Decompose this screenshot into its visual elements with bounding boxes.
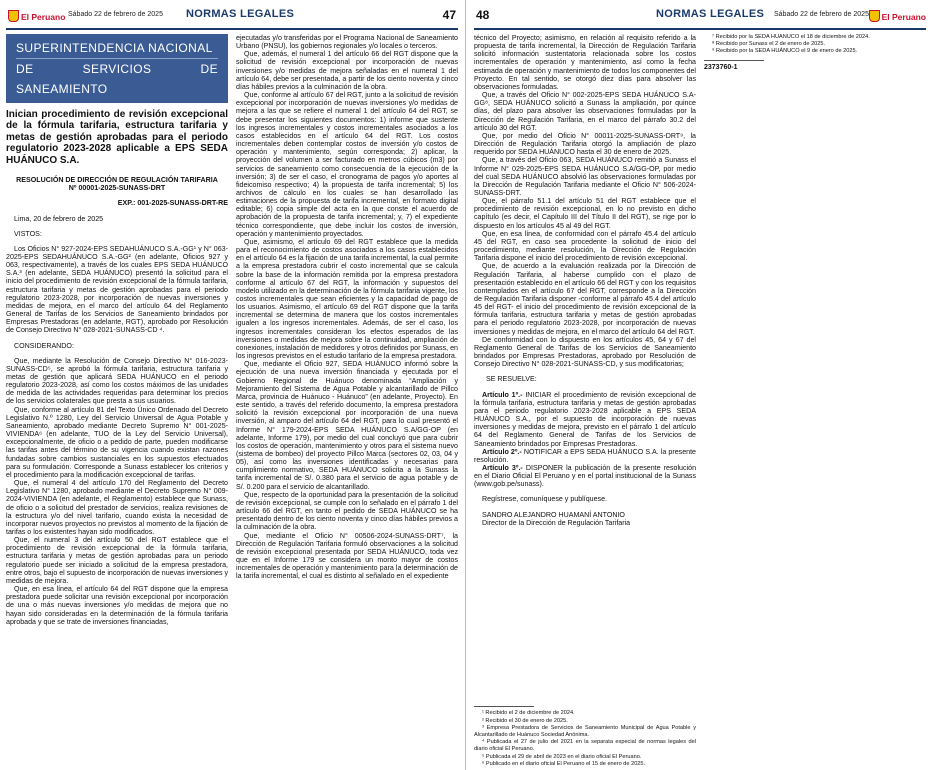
signer-role: Director de la Dirección de Regulación Tarifaria — [482, 518, 631, 527]
paragraph: Que, conforme al artículo 81 del Texto Único Ordenado del Decreto Legislativo N.º 1280, Ley del Servicio Universal de Agua Potable y Saneamiento, aprobado mediante Decreto Supremo N° 001-2025-VIVIENDA⁶ (en adelante, TUO de la Ley del Servicio Universal), excepcionalmente, de oficio o a pedido de parte, pueden modificarse las tarifas antes del término de su vigencia cuando existan razones fundadas sobre cambios sustanciales en los supuestos efectuados para su formulación. Corresponde a Sunass establecer los criterios y el procedimiento para la modificación excepcional de tarifas. — [6, 405, 228, 479]
article-3: Artículo 3º.- DISPONER la publicación de la presente resolución en el Diario Oficial El Peruano y en el portal institucional de la Sunass (www.gob.pe/sunass). — [474, 463, 696, 489]
page-number: 47 — [442, 8, 456, 22]
paragraph: técnico del Proyecto; asimismo, en relación al requisito referido a la propuesta de tarifa incremental, la Dirección de Regulación Tarifaria solicitó información sustentatoria relacionada sobre los costos incrementales de operación y mantenimiento, así como la fecha estimada de operación y mantenimiento de todos los componentes del Proyecto. En tal sentido, se otorgó diez días para absolver las observaciones formuladas. — [474, 34, 696, 91]
paragraph: Que, el numeral 3 del artículo 50 del RGT establece que el procedimiento de revisión excepcional de la fórmula tarifaria, estructura tarifaria y metas de gestión aprobadas para un periodo regulatorio puede ser iniciado a solicitud de la empresa prestadora, entre otros, bajo el supuesto de incorporación de nuevas inversiones y medidas de mejora. — [6, 536, 228, 585]
footnote: ¹ Recibido el 2 de diciembre de 2024. — [482, 710, 575, 717]
header-section: NORMAS LEGALES — [186, 8, 295, 20]
paragraph: Que, mediante el Oficio N° 00506-2024-SUNASS-DRT⁷, la Dirección de Regulación Tarifaria formuló observaciones a la solicitud de revisión excepcional presentada por SEDA HUÁNUCO, toda vez que en el Informe 179 se considera un monto mayor de costos incrementales de operación y mantenimiento para la determinación de la tarifa incremental, el cual es distinto al señalado en el expediente — [236, 531, 458, 581]
publication-code: 2373760-1 — [704, 63, 738, 71]
paragraph: Que, a través del Oficio N° 002-2025-EPS SEDA HUÁNUCO S.A-GG⁸, SEDA HUÁNUCO solicitó a Sunass la ampliación, por quince días, del plazo para absolver las observaciones formuladas por la Dirección de Regulación Tarifaria, en el marco del párrafo 30.2 del artículo 30 del RGT. — [474, 91, 696, 132]
footnote: ³ Empresa Prestadora de Servicios de Saneamiento Municipal de Agua Potable y Alcantarillado de Huánuco Sociedad Anónima. — [474, 724, 696, 738]
place-date: Lima, 20 de febrero de 2025 — [14, 214, 104, 223]
column-4 — [704, 34, 926, 768]
paragraph: Que, por medio del Oficio N° 00011-2025-SUNASS-DRT⁹, la Dirección de Regulación Tarifaria otorgó la ampliación de plazo requerido por SEDA HUÁNUCO hasta el 30 de enero de 2025. — [474, 131, 696, 157]
paragraph: Los Oficios N° 927-2024-EPS SEDAHUÁNUCO S.A.-GG¹ y N° 063-2025-EPS SEDAHUÁNUCO S.A.-GG² (en adelante, Oficios 927 y 063, respectivamente), a través de los cuales EPS SEDA HUÁNUCO S.A.³ (en adelante, SEDA HUÁNUCO) presentó la solicitud para el inicio del procedimiento de revisión excepcional de la fórmula tarifaria, estructura tarifaria y metas de gestión aprobadas para el periodo regulatorio 2023-2028, por incorporación de nuevas inversiones y medidas de mejora, en el marco del artículo 64 del Reglamento General de Tarifas de los Servicios de Saneamiento brindados por Empresas Prestadoras (en adelante, RGT), aprobado por Resolución de Consejo Directivo N° 028-2021-SUNASS-CD ⁴. — [6, 244, 228, 335]
paragraph: Que, conforme al artículo 67 del RGT, junto a la solicitud de revisión excepcional por incorporación de nuevas inversiones y/o medidas de mejora a las que se refiere el numeral 1 del artículo 64 del RGT, se debe presentar los siguientes documentos: 1) informe que sustente los ingresos incrementales y costos incrementales asociados a los casos establecidos en el artículo 64 del RGT. Los costos incrementales deben contemplar costos de inversión y/o costos de operación y mantenimiento, según corresponda; 2) aplicar, la proyección del volumen a ser facturado en metros cúbicos (m3) por servicios de saneamiento como consecuencia de la ejecución de la inversión; 3) de ser el caso, el cronograma de pagos y/o aportes al fideicomiso respectivo; 4) la propuesta de tarifa incremental; 5) los archivos de cálculo en los cuales se han desarrollado las estimaciones de la propuesta de tarifa incremental, en formato digital editable; 6) copia simple del acta en la que conste el acuerdo de aprobación de la propuesta de tarifa incremental; y, 7) el expediente técnico correspondiente, que debe incluir los costos de inversión, operación y mantenimiento proyectados. — [236, 91, 458, 238]
expedient-number: EXP.: 001-2025-SUNASS-DRT-RE — [117, 199, 228, 208]
page-header — [6, 8, 458, 30]
paragraph: Que, en esa línea, de conformidad con el párrafo 45.4 del artículo 45 del RGT, en caso sea procedente la solicitud de inicio del procedimiento, mediante resolución, la Dirección de Regulación Tarifaria dispone el inicio del procedimiento de revisión excepcional. — [474, 229, 696, 263]
paragraph: De conformidad con lo dispuesto en los artículos 45, 64 y 67 del Reglamento General de Tarifas de los Servicios de Saneamiento brindados por Empresas Prestadoras, aprobado por Resolución de Consejo Directivo N° 028-2021-SUNASS-CD, y sus modificatorias; — [474, 335, 696, 369]
institution-banner: SUPERINTENDENCIA NACIONAL DE SERVICIOS DE SANEAMIENTO — [6, 34, 228, 103]
footnotes-a — [474, 702, 696, 768]
paragraph: Que, mediante la Resolución de Consejo Directivo N° 016-2023-SUNASS-CD⁵, se aprobó la fórmula tarifaria, estructura tarifaria y metas de gestión que aplicará SEDA HUÁNUCO en el periodo regulatorio 2023-2028, así como los costos máximos de las unidades de medida de las actividades requeridas para determinar los precios de los servicios colaterales que presta a sus usuarios. — [6, 356, 228, 406]
header-section: NORMAS LEGALES — [656, 8, 765, 20]
resolution-number: Nº 00001-2025-SUNASS-DRT — [68, 184, 166, 193]
closing: Regístrese, comuníquese y publíquese. — [482, 495, 608, 504]
signer-name: SANDRO ALEJANDRO HUAMANÍ ANTONIO — [482, 510, 625, 519]
page-divider — [465, 0, 466, 770]
paragraph: Que, asimismo, el artículo 69 del RGT establece que la medida para el reconocimiento de costos asociados a los casos establecidos en el artículo 64 es la fijación de una tarifa incremental, la cual permite a la empresa prestadora cubrir el costo incremental que se calcula sobre la base de la información remitida por la empresa prestadora conforme al artículo 67 del RGT, la información y supuestos del modelo utilizado en la determinación de la fórmula tarifaria vigente, los costos incrementales que sean eficientes y la capacidad de pago de los usuarios. Asimismo, el artículo 69 del RGT dispone que la tarifa incremental se determina de manera que los costos incrementales igualen a los ingresos incrementales. Además, de ser el caso, los ingresos incrementales consideran los efectos esperados de las inversiones o medidas de mejora sobre la continuidad, ampliación de conexiones, instalación de medidores y otros definidos por Sunass, en los ingresos previstos en el estudio tarifario de la empresa prestadora. — [236, 237, 458, 361]
considerando-heading: CONSIDERANDO: — [14, 341, 74, 350]
header-date: Sábado 22 de febrero de 2025 — [68, 11, 163, 18]
se-resuelve-heading: SE RESUELVE: — [486, 375, 537, 384]
footnote: ⁴ Publicada el 27 de julio del 2021 en la separata especial de normas legales del diario oficial El Peruano. — [474, 739, 696, 753]
footnote: ⁵ Publicada el 29 de abril de 2023 en el diario oficial El Peruano. — [482, 753, 642, 760]
paragraph: Que, de acuerdo a la evaluación realizada por la Dirección de Regulación Tarifaria, al haberse cumplido con el plazo de presentación establecido en el artículo 66 del RGT y con los requisitos contemplados en el artículo 67 del RGT, corresponde a la Dirección de Regulación Tarifaria disponer -conforme al párrafo 45.4 del artículo 45 del RGT- el inicio del procedimiento de revisión excepcional de la fórmula tarifaria, estructura tarifaria y metas de gestión aprobadas para el periodo regulatorio 2023-2028, por incorporación de nuevas inversiones y medidas de mejora, en el marco del artículo 64 del RGT. — [474, 262, 696, 336]
column-1 — [6, 34, 228, 768]
page-header — [474, 8, 926, 30]
headline: Inician procedimiento de revisión excepcional de la fórmula tarifaria, estructura tarifaria y metas de gestión aprobadas para el periodo regulatorio 2023-2028 aplicable a EPS SEDA HUÁNUCO S.A. — [6, 109, 228, 166]
paragraph: Que, mediante el Oficio 927, SEDA HUÁNUCO informó sobre la ejecución de una nueva inversión financiada y ejecutada por el Gobierno Regional de Huánuco denominada “Ampliación y Mejoramiento del Sistema de Agua Potable y alcantarillado de Pillco Marca, provincia de Huánuco - Huánuco” (en adelante, Proyecto). En este sentido, a través del referido documento, la empresa prestadora solicitó la revisión excepcional por incorporación de una nueva inversión, al amparo del artículo 64 del RGT, para lo cual presentó el Informe N° 179-2024-EPS SEDA HUÁNUCO S.A/GG-OP (en adelante, Informe 179), por medio del cual concluyó que para cubrir los costos de operación, mantenimiento y otros para el sistema nuevo (sistema de bombeo) del proyecto Pillco Marca (sectores 02, 03, 04 y 05), así como las inversiones identificadas y necesarias para cumplimiento normativo, SEDA HUÁNUCO solicita a la Sunass la tarifa incremental de S/. 0.380 para el servicio de agua potable y de S/. 0.200 para el servicio de alcantarillado. — [236, 360, 458, 491]
paragraph: Que, el numeral 4 del artículo 170 del Reglamento del Decreto Legislativo N° 1280, aprobado mediante el Decreto Supremo N° 009-2024-VIVIENDA (en adelante, el Reglamento) establece que Sunass, de oficio o a solicitud del prestador de servicios, realiza revisiones de la estructura y/o del nivel tarifario, cuando exista la necesidad de incorporar nuevos proyectos no previstos al momento de la fijación de tarifas o los existentes hayan sido modificados. — [6, 479, 228, 536]
page-48 — [468, 0, 932, 770]
footnotes-b — [704, 34, 926, 56]
column-2 — [236, 34, 458, 768]
paragraph: Que, además, el numeral 1 del artículo 66 del RGT dispone que la solicitud de revisión excepcional por incorporación de nuevas inversiones y/o medidas de mejora señaladas en el numeral 1 del artículo 64, debe ser presentada, a partir de los ciento noventa y cinco días hábiles previos a la culminación de la obra. — [236, 50, 458, 91]
footnote: ⁹ Recibido por la SEDA HUÁNUCO el 9 de enero de 2025. — [712, 48, 858, 55]
shield-icon — [8, 10, 19, 22]
el-peruano-logo: El Peruano — [867, 10, 926, 22]
paragraph: Que, respecto de la oportunidad para la presentación de la solicitud de revisión excepcional, se cumple con lo señalado en el párrafo 1 del artículo 66 del RGT, en tanto el pedido de SEDA HUÁNUCO se ha presentado dentro de los ciento noventa y cinco días hábiles previos a la culminación de la obra. — [236, 490, 458, 532]
header-date: Sábado 22 de febrero de 2025 — [774, 11, 869, 18]
article-2: Artículo 2º.- NOTIFICAR a EPS SEDA HUÁNUCO S.A. la presente resolución. — [474, 447, 696, 464]
page-number: 48 — [476, 8, 490, 22]
paragraph: Que, en esa línea, el artículo 64 del RGT dispone que la empresa prestadora puede solicitar una revisión excepcional por incorporación de una o más nuevas inversiones y/o medidas de mejora que no hayan sido consideradas en la determinación de la fórmula tarifaria aprobada y que se trate de inversiones financiadas, — [6, 585, 228, 626]
paragraph: ejecutadas y/o transferidas por el Programa Nacional de Saneamiento Urbano (PNSU), los gobiernos regionales y/o locales o terceros. — [236, 34, 458, 51]
shield-icon — [869, 10, 880, 22]
footnote: ² Recibido el 30 de enero de 2025. — [482, 717, 568, 724]
el-peruano-logo: El Peruano — [6, 10, 65, 22]
vistos-heading: VISTOS: — [14, 229, 42, 238]
footnote: ⁶ Publicado en el diario oficial El Peruano el 15 de enero de 2025. — [482, 760, 646, 767]
paragraph: Que, el párrafo 51.1 del artículo 51 del RGT establece que el procedimiento de revisión excepcional, en lo no previsto en dicho capítulo (es decir, el Capítulo III del Título II del RGT), se rige por lo dispuesto en los artículos 45 al 49 del RGT. — [474, 197, 696, 230]
paragraph: Que, a través del Oficio 063, SEDA HUÁNUCO remitió a Sunass el Informe N° 029-2025-EPS SEDA HUÁNUCO S.A/GG-OP, por medio del cual SEDA HUÁNUCO absolvió las observaciones formuladas por la Dirección de Regulación Tarifaria mediante el Oficio N° 506-2024-SUNASS-DRT. — [474, 156, 696, 197]
column-3 — [474, 34, 696, 768]
article-1: Artículo 1º.- INICIAR el procedimiento de revisión excepcional de la fórmula tarifaria, estructura tarifaria y metas de gestión aprobadas para el periodo regulatorio 2023-2028 aplicable a EPS SEDA HUÁNUCO S.A., por el supuesto de incorporación de nuevas inversiones y medidas de mejora, previsto en el párrafo 1 del artículo 64 del Reglamento General de Tarifas de los Servicios de Saneamiento brindados por Empresas Prestadoras. — [474, 390, 696, 448]
page-47 — [0, 0, 464, 770]
footnote: ⁷ Recibido por la SEDA HUÁNUCO el 18 de diciembre de 2024. — [712, 34, 870, 40]
resolution-title: RESOLUCIÓN DE DIRECCIÓN DE REGULACIÓN TARIFARIA — [16, 176, 218, 185]
footnote: ⁸ Recibido por Sunass el 2 de enero de 2025. — [712, 41, 826, 48]
